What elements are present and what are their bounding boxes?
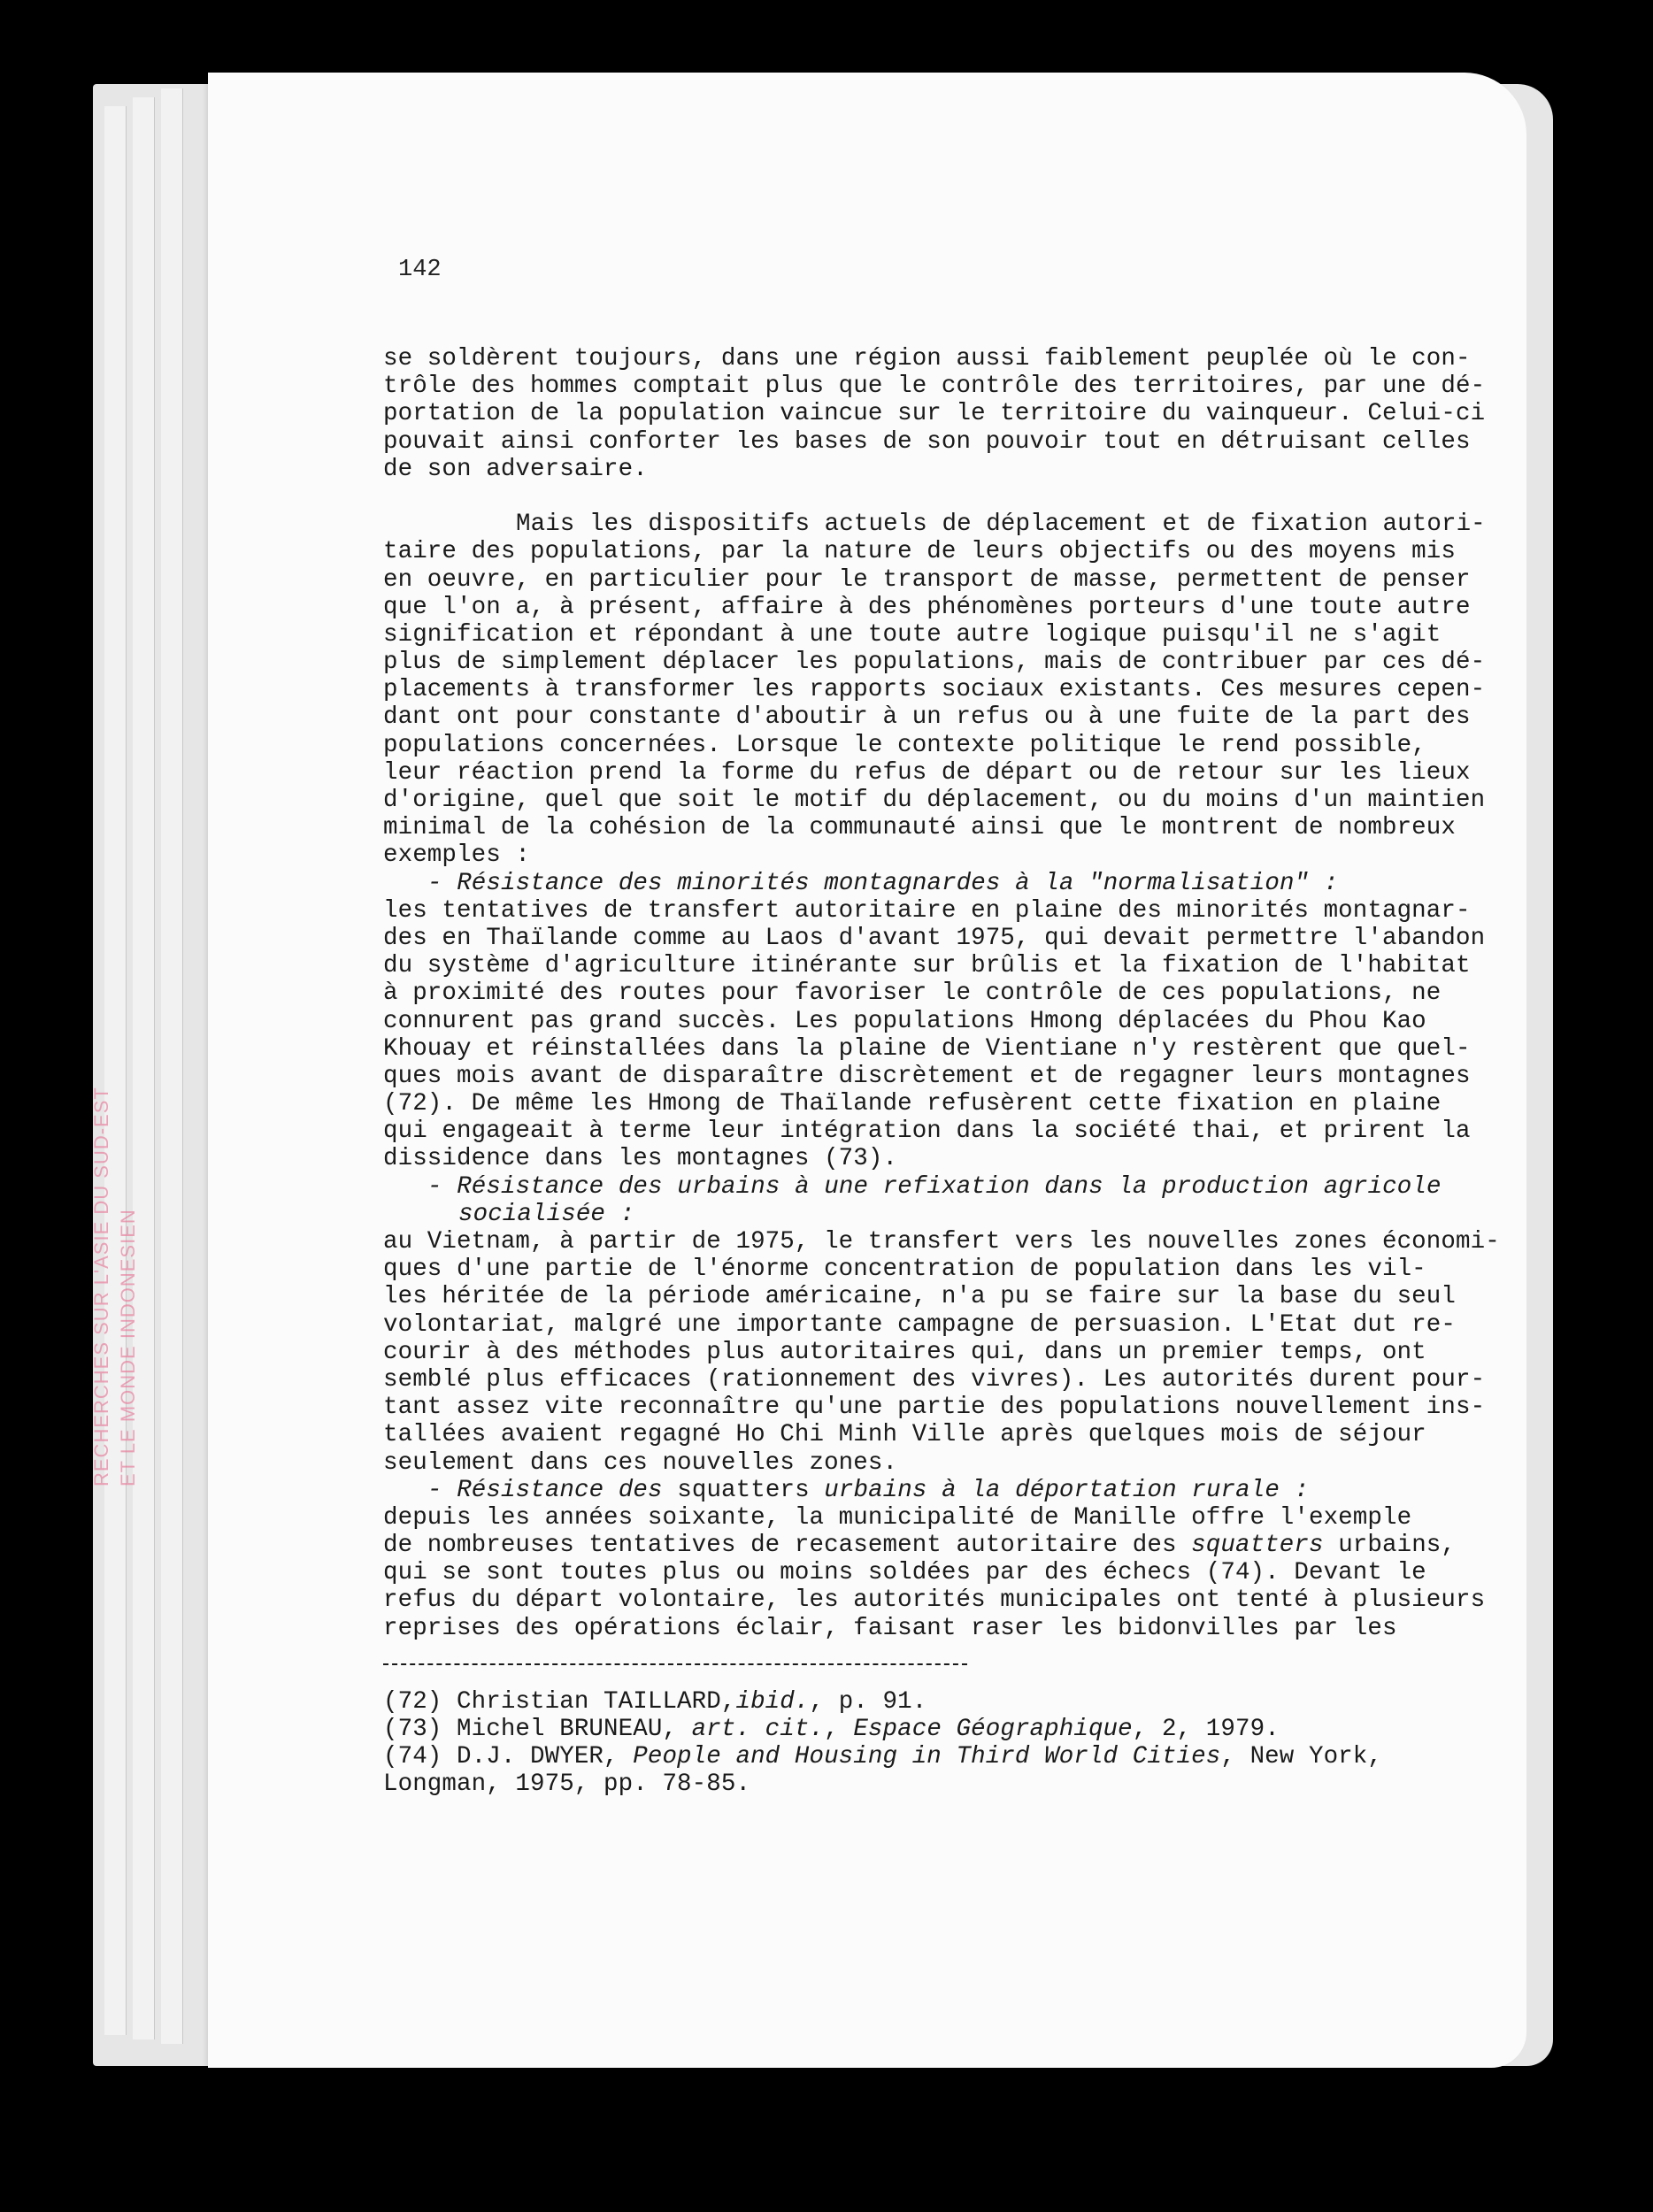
text-line: placements à transformer les rapports sociaux existants. Ces mesures cepen-	[383, 676, 1486, 704]
footnote-part: Espace Géographique	[853, 1716, 1133, 1743]
footnote-74-continued: Longman, 1975, pp. 78-85.	[383, 1770, 751, 1799]
heading-part: - Résistance des	[427, 1476, 678, 1504]
text-line: refus du départ volontaire, les autorités municipales ont tenté à plusieurs	[383, 1586, 1486, 1615]
text-line: plus de simplement déplacer les populations, mais de contribuer par ces dé-	[383, 649, 1486, 677]
text-line: ques d'une partie de l'énorme concentration de population dans les vil-	[383, 1256, 1426, 1284]
text-line: les héritée de la période américaine, n'a pu se faire sur la base du seul	[383, 1283, 1456, 1311]
page-edge	[161, 88, 183, 2044]
footnote-72	[383, 1688, 1463, 1716]
text-line: qui engageait à terme leur intégration dans la société thai, et prirent la	[383, 1118, 1471, 1146]
text-line: d'origine, quel que soit le motif du déplacement, ou du moins d'un maintien	[383, 787, 1486, 814]
footnote-part: , 2, 1979.	[1132, 1716, 1280, 1743]
text-line: reprises des opérations éclair, faisant raser les bidonvilles par les	[383, 1614, 1397, 1642]
text-line: Mais les dispositifs actuels de déplacement et de fixation autori-	[516, 511, 1486, 539]
footnote-separator	[383, 1663, 967, 1665]
heading-part: squatters	[677, 1476, 810, 1504]
paragraph-1	[383, 345, 1486, 483]
footnote-73	[383, 1716, 1463, 1743]
text-line: que l'on a, à présent, affaire à des phénomènes porteurs d'une toute autre	[383, 593, 1471, 621]
footnote-part: , New York,	[1220, 1743, 1382, 1771]
text-line: tant assez vite reconnaître qu'une partie des populations nouvellement ins-	[383, 1394, 1486, 1422]
text-line	[383, 1532, 1463, 1559]
text-line: volontariat, malgré une importante campagne de persuasion. L'Etat dut re-	[383, 1310, 1456, 1339]
text-line: portation de la population vaincue sur le territoire du vainqueur. Celui-ci	[383, 400, 1486, 428]
example-minorities	[383, 869, 1486, 1173]
text-line: qui se sont toutes plus ou moins soldées par des échecs (74). Devant le	[383, 1559, 1426, 1587]
text-line: au Vietnam, à partir de 1975, le transfert vers les nouvelles zones économi-	[383, 1228, 1500, 1256]
example-heading: socialisée :	[458, 1200, 635, 1228]
stamp-line: ET LE MONDE INDONESIEN	[117, 1209, 139, 1486]
text-line: du système d'agriculture itinérante sur brûlis et la fixation de l'habitat	[383, 952, 1471, 980]
text-line: seulement dans ces nouvelles zones.	[383, 1448, 898, 1477]
example-heading: - Résistance des minorités montagnardes à la "normalisation" :	[427, 869, 1339, 897]
text-line: courir à des méthodes plus autoritaires qui, dans un premier temps, ont	[383, 1338, 1426, 1366]
example-urban	[383, 1172, 1500, 1477]
text-line: signification et répondant à une toute autre logique puisqu'il ne s'agit	[383, 620, 1442, 649]
text-line: Khouay et réinstallées dans la plaine de Vientiane n'y restèrent que quel-	[383, 1034, 1471, 1063]
footnotes	[383, 1688, 1463, 1799]
text-line: exemples :	[383, 841, 531, 870]
text-line: de son adversaire.	[383, 455, 648, 483]
text-line: à proximité des routes pour favoriser le contrôle de ces populations, ne	[383, 979, 1442, 1008]
text-line: se soldèrent toujours, dans une région aussi faiblement peuplée où le con-	[383, 345, 1471, 373]
text-part: squatters	[1191, 1532, 1324, 1560]
footnote-part: (74) D.J. DWYER,	[383, 1743, 634, 1771]
library-stamp	[88, 938, 159, 1486]
footnote-part: art. cit.	[691, 1716, 825, 1743]
footnote-74	[383, 1743, 1463, 1770]
text-line: populations concernées. Lorsque le contexte politique le rend possible,	[383, 731, 1426, 759]
footnote-part: People and Housing in Third World Cities	[633, 1743, 1221, 1771]
text-line: taire des populations, par la nature de leurs objectifs ou des moyens mis	[383, 538, 1456, 566]
body-text	[383, 345, 1500, 1799]
text-line: en oeuvre, en particulier pour le transport de masse, permettent de penser	[383, 565, 1471, 594]
footnote-part: (73) Michel BRUNEAU,	[383, 1716, 692, 1743]
text-line: des en Thaïlande comme au Laos d'avant 1975, qui devait permettre l'abandon	[383, 924, 1486, 952]
heading-part: urbains à la déportation rurale :	[809, 1476, 1310, 1504]
footnote-part: , p. 91.	[809, 1687, 927, 1716]
footnote-part: ,	[824, 1716, 854, 1743]
text-line: dant ont pour constante d'aboutir à un refus ou à une fuite de la part des	[383, 703, 1471, 732]
text-line: les tentatives de transfert autoritaire en plaine des minorités montagnar-	[383, 896, 1471, 925]
stamp-line: RECHERCHES SUR L'ASIE DU SUD-EST	[90, 1087, 112, 1486]
text-line: depuis les années soixante, la municipalité de Manille offre l'exemple	[383, 1503, 1412, 1532]
footnote-part: ibid.	[735, 1687, 810, 1716]
footnote-part: (72) Christian TAILLARD,	[383, 1687, 736, 1716]
text-line: ques mois avant de disparaître discrètement et de regagner leurs montagnes	[383, 1062, 1471, 1090]
text-part: urbains,	[1323, 1532, 1457, 1560]
text-line: semblé plus efficaces (rationnement des vivres). Les autorités durent pour-	[383, 1365, 1486, 1394]
text-line: (72). De même les Hmong de Thaïlande refusèrent cette fixation en plaine	[383, 1090, 1442, 1118]
text-line: dissidence dans les montagnes (73).	[383, 1145, 898, 1173]
page-number: 142	[398, 257, 442, 283]
text-line: connurent pas grand succès. Les populations Hmong déplacées du Phou Kao	[383, 1007, 1426, 1035]
example-squatters	[383, 1476, 1486, 1642]
text-line: trôle des hommes comptait plus que le contrôle des territoires, par une dé-	[383, 373, 1486, 401]
paragraph-2	[383, 511, 1486, 870]
text-line: minimal de la cohésion de la communauté ainsi que le montrent de nombreux	[383, 814, 1456, 842]
text-part: de nombreuses tentatives de recasement autoritaire des	[383, 1532, 1192, 1560]
text-line: tallées avaient regagné Ho Chi Minh Ville après quelques mois de séjour	[383, 1421, 1426, 1449]
text-line: leur réaction prend la forme du refus de départ ou de retour sur les lieux	[383, 758, 1471, 787]
example-heading	[383, 1477, 1463, 1504]
text-line: pouvait ainsi conforter les bases de son pouvoir tout en détruisant celles	[383, 427, 1471, 456]
example-heading: - Résistance des urbains à une refixation dans la production agricole	[427, 1172, 1442, 1201]
